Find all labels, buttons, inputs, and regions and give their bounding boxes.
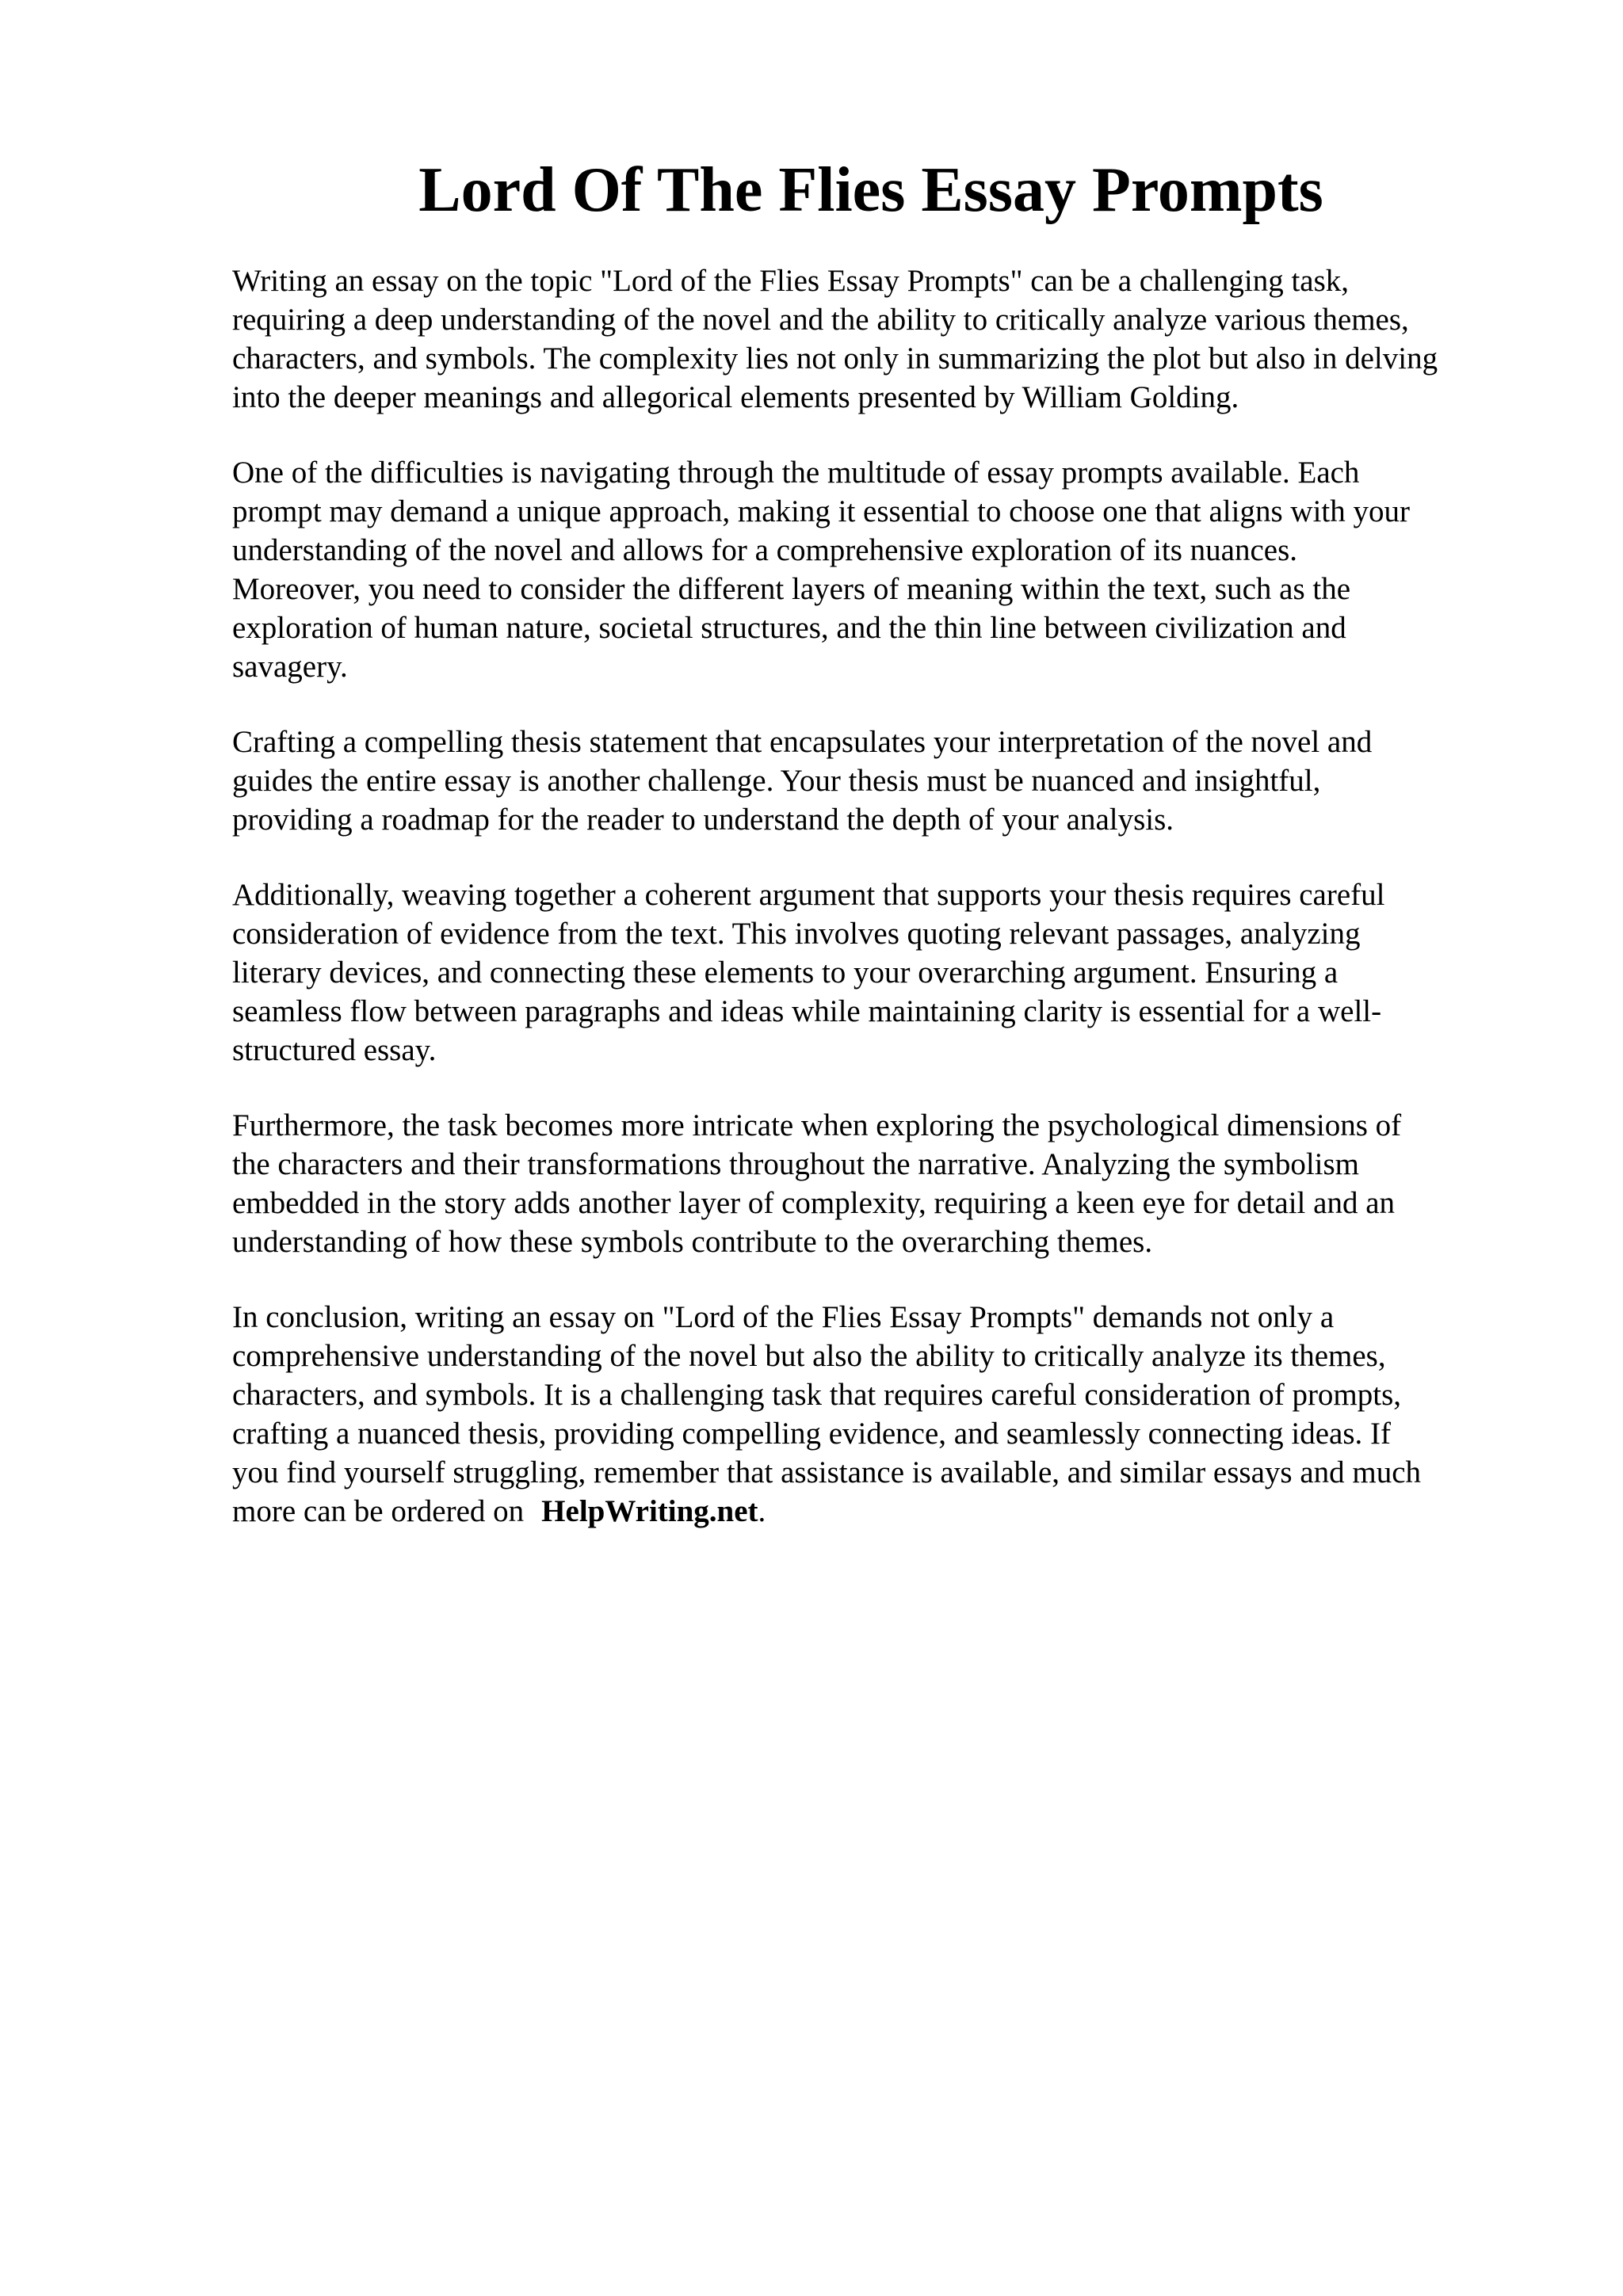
- paragraph-line: In conclusion, writing an essay on "Lord of the Flies Essay Prompts" demands not only a: [232, 1300, 1335, 1334]
- paragraph-line: requiring a deep understanding of the novel and the ability to critically analyze various themes,: [232, 303, 1409, 337]
- paragraph-line: Moreover, you need to consider the different layers of meaning within the text, such as the: [232, 572, 1351, 606]
- paragraph-line: Additionally, weaving together a coherent argument that supports your thesis requires careful: [232, 878, 1385, 912]
- paragraph-line: understanding of the novel and allows for a comprehensive exploration of its nuances.: [232, 533, 1298, 567]
- paragraph-3: [232, 723, 1532, 839]
- paragraph-line: understanding of how these symbols contribute to the overarching themes.: [232, 1225, 1153, 1259]
- conclusion-paragraph: [232, 1298, 1532, 1531]
- paragraph-4: [232, 875, 1532, 1070]
- paragraph-5: [232, 1106, 1532, 1261]
- essay-body: [232, 261, 1532, 1567]
- final-line-prefix: more can be ordered on: [232, 1494, 525, 1528]
- final-line: [232, 1492, 1532, 1531]
- paragraph-line: Crafting a compelling thesis statement that encapsulates your interpretation of the novel and: [232, 725, 1373, 759]
- paragraph-line: Writing an essay on the topic "Lord of the Flies Essay Prompts" can be a challenging task,: [232, 264, 1350, 298]
- helpwriting-link[interactable]: HelpWriting.net: [541, 1494, 758, 1528]
- paragraph-line: characters, and symbols. It is a challenging task that requires careful consideration of prompts,: [232, 1378, 1402, 1412]
- paragraph-line: characters, and symbols. The complexity lies not only in summarizing the plot but also in delving: [232, 341, 1438, 376]
- paragraph-line: seamless flow between paragraphs and ideas while maintaining clarity is essential for a well-: [232, 994, 1382, 1028]
- paragraph-1: [232, 261, 1532, 417]
- paragraph-line: Furthermore, the task becomes more intricate when exploring the psychological dimensions of: [232, 1108, 1402, 1142]
- paragraph-line: exploration of human nature, societal structures, and the thin line between civilization and: [232, 611, 1346, 645]
- paragraph-line: structured essay.: [232, 1033, 437, 1067]
- paragraph-line: embedded in the story adds another layer of complexity, requiring a keen eye for detail and an: [232, 1186, 1396, 1220]
- paragraph-line: consideration of evidence from the text. This involves quoting relevant passages, analyzing: [232, 917, 1361, 951]
- paragraph-line: providing a roadmap for the reader to understand the depth of your analysis.: [232, 803, 1174, 837]
- paragraph-line: savagery.: [232, 650, 348, 684]
- paragraph-2: [232, 453, 1532, 686]
- page-title: Lord Of The Flies Essay Prompts: [418, 155, 1323, 225]
- paragraph-line: comprehensive understanding of the novel but also the ability to critically analyze its themes,: [232, 1339, 1386, 1373]
- paragraph-line: you find yourself struggling, remember that assistance is available, and similar essays and much: [232, 1455, 1422, 1489]
- paragraph-line: literary devices, and connecting these elements to your overarching argument. Ensuring a: [232, 955, 1338, 990]
- paragraph-line: prompt may demand a unique approach, making it essential to choose one that aligns with your: [232, 494, 1410, 528]
- paragraph-line: into the deeper meanings and allegorical elements presented by William Golding.: [232, 380, 1239, 414]
- final-line-suffix: .: [758, 1494, 766, 1528]
- paragraph-line: guides the entire essay is another challenge. Your thesis must be nuanced and insightful,: [232, 764, 1321, 798]
- paragraph-line: crafting a nuanced thesis, providing compelling evidence, and seamlessly connecting ideas. If: [232, 1417, 1392, 1451]
- paragraph-line: the characters and their transformations throughout the narrative. Analyzing the symbolism: [232, 1147, 1360, 1181]
- paragraph-line: One of the difficulties is navigating through the multitude of essay prompts available. Each: [232, 456, 1360, 490]
